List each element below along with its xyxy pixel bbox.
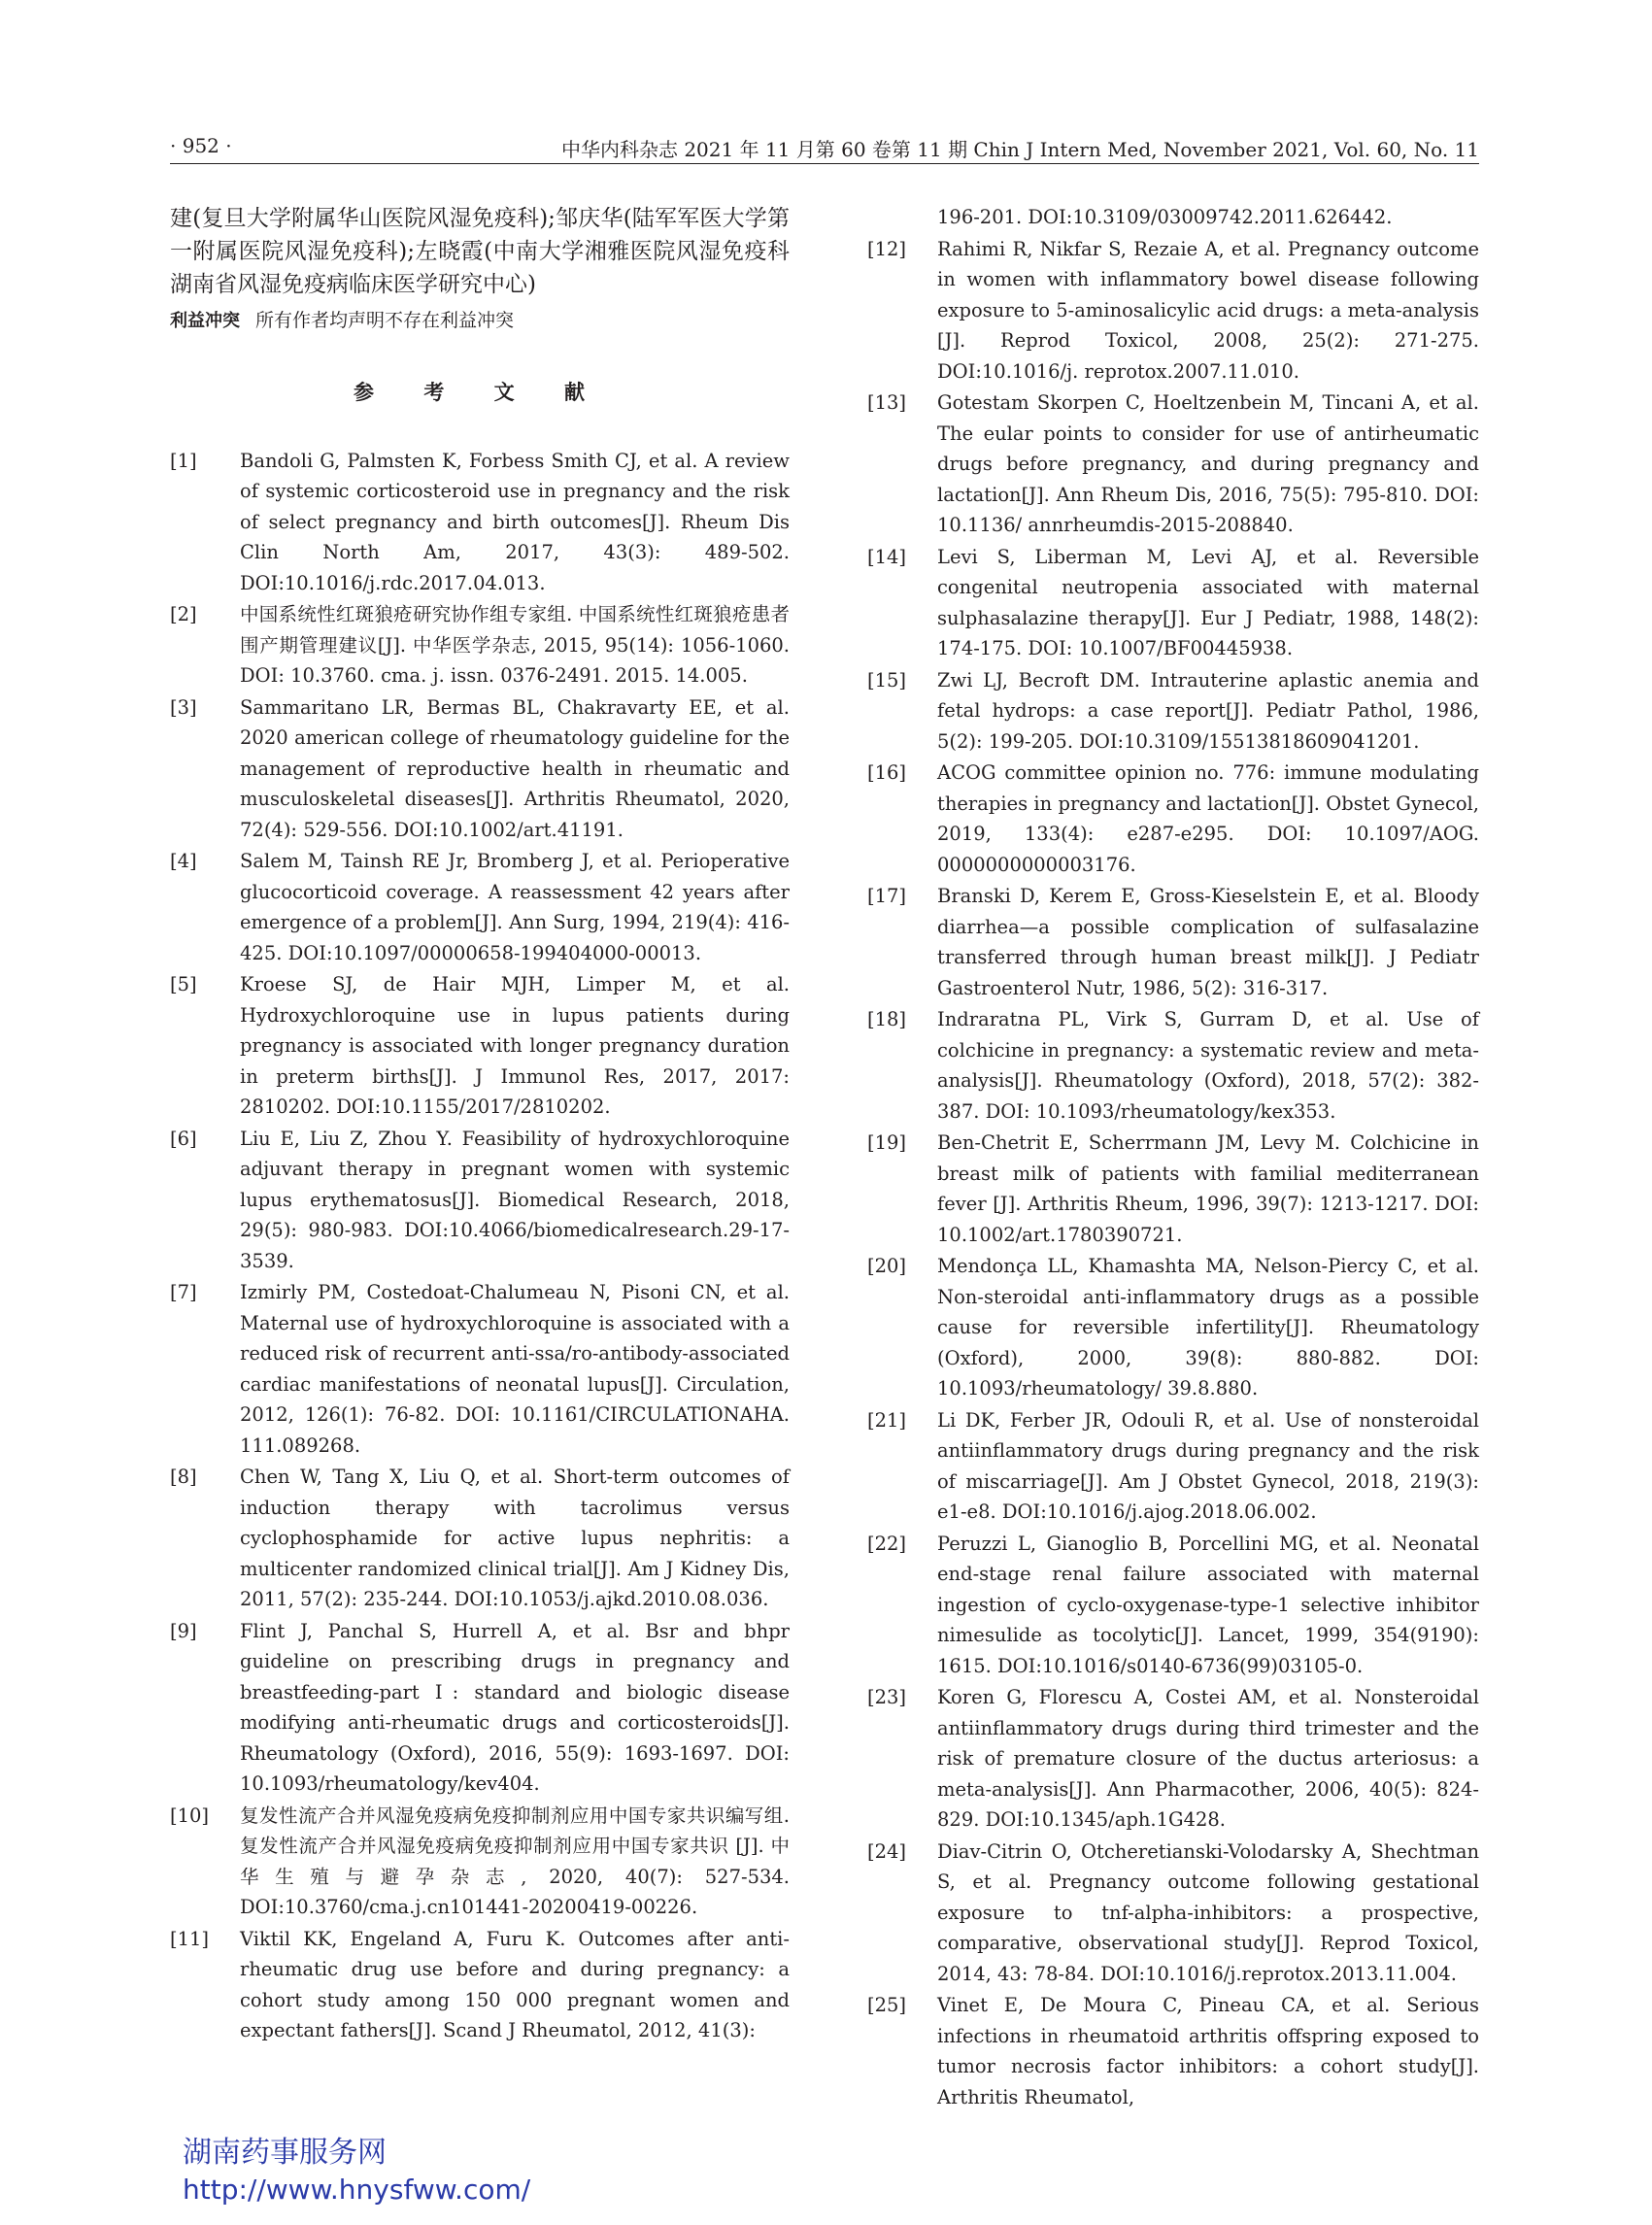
reference-item xyxy=(867,1405,1479,1528)
reference-number: [24] xyxy=(867,1839,907,1863)
reference-text: Kroese SJ, de Hair MJH, Limper M, et al. Hydroxychloroquine use in lupus patients during pregnancy is associated with longer pregnancy duration in preterm births[J]. J Immunol Res, 2017, 2017: 2810202. DOI:10.1155/2017/2810202. xyxy=(240,973,790,1118)
reference-item xyxy=(867,881,1479,1003)
reference-text: Sammaritano LR, Bermas BL, Chakravarty EE, et al. 2020 american college of rheumatology guideline for the management of reproductive health in rheumatic and musculoskeletal diseases[J]. Arthritis Rheumatol, 2020, 72(4): 529-556. DOI:10.1002/art.41191. xyxy=(240,695,790,841)
reference-text: Viktil KK, Engeland A, Furu K. Outcomes after anti-rheumatic drug use before and during pregnancy: a cohort study among 150 000 pregnant women and expectant fathers[J]. Scand J Rheumatol, 2012, 41(3): xyxy=(240,1927,790,2041)
reference-item xyxy=(867,1837,1479,1990)
reference-text: 复发性流产合并风湿免疫病免疫抑制剂应用中国专家共识编写组. 复发性流产合并风湿免疫病免疫抑制剂应用中国专家共识 [J]. 中华生殖与避孕杂志, 2020, 40(7): 527-534. DOI:10.3760/cma.j.cn101441-20200419-00226. xyxy=(240,1804,790,1918)
reference-number: [2] xyxy=(170,603,197,625)
reference-text: Koren G, Florescu A, Costei AM, et al. Nonsteroidal antiinflammatory drugs during third trimester and the risk of premature closure of the ductus arteriosus: a meta-analysis[J]. Ann Pharmacother, 2006, 40(5): 824-829. DOI:10.1345/aph.1G428. xyxy=(937,1686,1479,1831)
reference-item xyxy=(170,1616,790,1800)
conflict-label: 利益冲突 xyxy=(170,311,240,331)
reference-number: [17] xyxy=(867,885,907,907)
reference-item xyxy=(170,692,790,846)
reference-text: Gotestam Skorpen C, Hoeltzenbein M, Tincani A, et al. The eular points to consider for use of antirheumatic drugs before pregnancy, and during pregnancy and lactation[J]. Ann Rheum Dis, 2016, 75(5): 795-810. DOI: 10.1136/ annrheumdis-2015-208840. xyxy=(937,391,1479,536)
reference-number: [12] xyxy=(867,237,907,260)
site-watermark xyxy=(183,2135,530,2208)
reference-number: [19] xyxy=(867,1131,907,1154)
reference-number: [22] xyxy=(867,1532,907,1555)
reference-item xyxy=(170,969,790,1123)
reference-item xyxy=(867,1682,1479,1836)
running-header xyxy=(170,134,1479,164)
reference-number: [13] xyxy=(867,391,907,414)
reference-item xyxy=(867,665,1479,758)
reference-number: [8] xyxy=(170,1466,197,1488)
reference-item xyxy=(170,446,790,599)
reference-item xyxy=(867,542,1479,664)
reference-text: Flint J, Panchal S, Hurrell A, et al. Bsr and bhpr guideline on prescribing drugs in pregnancy and breastfeeding-part Ⅰ: standard and biologic disease modifying anti-rheumatic drugs and corticosteroids[J]. Rheumatology (Oxford), 2016, 55(9): 1693-1697. DOI: 10.1093/rheumatology/kev404. xyxy=(240,1619,790,1795)
reference-text: Bandoli G, Palmsten K, Forbess Smith CJ, et al. A review of systemic corticosteroid use in pregnancy and the risk of select pregnancy and birth outcomes[J]. Rheum Dis Clin North Am, 2017, 43(3): 489-502. DOI:10.1016/j.rdc.2017.04.013. xyxy=(240,449,790,594)
reference-item xyxy=(867,1128,1479,1250)
references-list-left xyxy=(170,446,790,2046)
reference-item xyxy=(170,1462,790,1615)
reference-text: Chen W, Tang X, Liu Q, et al. Short-term outcomes of induction therapy with tacrolimus versus cyclophosphamide for active lupus nephritis: a multicenter randomized clinical trial[J]. Am J Kidney Dis, 2011, 57(2): 235-244. DOI:10.1053/j.ajkd.2010.08.036. xyxy=(240,1466,790,1610)
acknowledgment-text: 建(复旦大学附属华山医院风湿免疫科);邹庆华(陆军军医大学第一附属医院风湿免疫科);左晓霞(中南大学湘雅医院风湿免疫科 湖南省风湿免疫病临床医学研究中心) xyxy=(170,206,790,297)
right-column xyxy=(867,202,1479,2113)
reference-number: [4] xyxy=(170,850,197,872)
reference-item xyxy=(867,1004,1479,1127)
reference-text: Rahimi R, Nikfar S, Rezaie A, et al. Pregnancy outcome in women with inflammatory bowel disease following exposure to 5-aminosalicylic acid drugs: a meta-analysis [J]. Reprod Toxicol, 2008, 25(2): 271-275. DOI:10.1016/j. reprotox.2007.11.010. xyxy=(937,237,1479,383)
reference-number: [11] xyxy=(170,1927,210,1950)
reference-number: [21] xyxy=(867,1408,907,1432)
reference-text: Indraratna PL, Virk S, Gurram D, et al. Use of colchicine in pregnancy: a systematic review and meta-analysis[J]. Rheumatology (Oxford), 2018, 57(2): 382-387. DOI: 10.1093/rheumatology/kex353. xyxy=(937,1008,1479,1123)
reference-text: Vinet E, De Moura C, Pineau CA, et al. Serious infections in rheumatoid arthritis offspring exposed to tumor necrosis factor inhibitors: a cohort study[J]. Arthritis Rheumatol, xyxy=(937,1994,1479,2108)
reference-text: Mendonça LL, Khamashta MA, Nelson-Piercy C, et al. Non-steroidal anti-inflammatory drugs as a possible cause for reversible infertility[J]. Rheumatology (Oxford), 2000, 39(8): 880-882. DOI: 10.1093/rheumatology/ 39.8.880. xyxy=(937,1255,1479,1399)
reference-continuation xyxy=(867,202,1479,233)
reference-continuation-text: 196-201. DOI:10.3109/03009742.2011.626442. xyxy=(937,206,1393,228)
reference-text: Zwi LJ, Becroft DM. Intrauterine aplastic anemia and fetal hydrops: a case report[J]. Pediatr Pathol, 1986, 5(2): 199-205. DOI:10.3109/15513818609041201. xyxy=(937,668,1479,753)
reference-item xyxy=(867,1251,1479,1404)
reference-item xyxy=(170,1801,790,1923)
watermark-name: 湖南药事服务网 xyxy=(183,2136,387,2170)
reference-text: Levi S, Liberman M, Levi AJ, et al. Reversible congenital neutropenia associated with maternal sulphasalazine therapy[J]. Eur J Pediatr, 1988, 148(2): 174-175. DOI: 10.1007/BF00445938. xyxy=(937,545,1479,659)
reference-number: [18] xyxy=(867,1008,907,1030)
reference-number: [3] xyxy=(170,695,197,719)
reference-item xyxy=(867,1529,1479,1682)
reference-text: Diav-Citrin O, Otcheretianski-Volodarsky A, Shechtman S, et al. Pregnancy outcome following gestational exposure to tnf-alpha-inhibitors: a prospective, comparative, observational study[J]. Reprod Toxicol, 2014, 43: 78-84. DOI:10.1016/j.reprotox.2013.11.004. xyxy=(937,1839,1479,1985)
reference-number: [14] xyxy=(867,545,907,568)
reference-number: [7] xyxy=(170,1281,197,1303)
reference-item xyxy=(867,1990,1479,2112)
reference-item xyxy=(867,758,1479,880)
page-number: · 952 · xyxy=(170,134,232,157)
reference-text: Li DK, Ferber JR, Odouli R, et al. Use of nonsteroidal antiinflammatory drugs during pregnancy and the risk of miscarriage[J]. Am J Obstet Gynecol, 2018, 219(3): e1-e8. DOI:10.1016/j.ajog.2018.06.002. xyxy=(937,1408,1479,1523)
reference-number: [1] xyxy=(170,449,197,472)
reference-number: [25] xyxy=(867,1994,907,2016)
reference-item xyxy=(170,1924,790,2046)
reference-number: [6] xyxy=(170,1127,197,1150)
journal-running-title: 中华内科杂志 2021 年 11 月第 60 卷第 11 期 Chin J Intern Med, November 2021, Vol. 60, No. 11 xyxy=(560,138,1479,161)
reference-number: [5] xyxy=(170,973,197,995)
left-column xyxy=(170,202,790,2047)
watermark-url[interactable]: http://www.hnysfww.com/ xyxy=(183,2174,531,2206)
reference-item xyxy=(170,846,790,968)
reference-text: Branski D, Kerem E, Gross-Kieselstein E, et al. Bloody diarrhea—a possible complication of sulfasalazine transferred through human breast milk[J]. J Pediatr Gastroenterol Nutr, 1986, 5(2): 316-317. xyxy=(937,885,1479,999)
reference-number: [20] xyxy=(867,1255,907,1277)
reference-text: Peruzzi L, Gianoglio B, Porcellini MG, et al. Neonatal end-stage renal failure associated with maternal ingestion of cyclo-oxygenase-type-1 selective inhibitor nimesulide as tocolytic[J]. Lancet, 1999, 354(9190): 1615. DOI:10.1016/s0140-6736(99)03105-0. xyxy=(937,1532,1479,1677)
conflict-of-interest xyxy=(170,305,790,337)
reference-text: Izmirly PM, Costedoat-Chalumeau N, Pisoni CN, et al. Maternal use of hydroxychloroquine is associated with a reduced risk of recurrent anti-ssa/ro-antibody-associated cardiac manifestations of neonatal lupus[J]. Circulation, 2012, 126(1): 76-82. DOI: 10.1161/CIRCULATIONAHA. 111.089268. xyxy=(240,1281,790,1457)
reference-text: Liu E, Liu Z, Zhou Y. Feasibility of hydroxychloroquine adjuvant therapy in pregnant women with systemic lupus erythematosus[J]. Biomedical Research, 2018, 29(5): 980-983. DOI:10.4066/biomedicalresearch.29-17-3539. xyxy=(240,1127,790,1272)
references-heading: 参 考 文 献 xyxy=(354,381,606,404)
reference-text: Salem M, Tainsh RE Jr, Bromberg J, et al. Perioperative glucocorticoid coverage. A reassessment 42 years after emergence of a problem[J]. Ann Surg, 1994, 219(4): 416-425. DOI:10.1097/00000658-199404000-00013. xyxy=(240,850,790,964)
reference-item xyxy=(867,388,1479,541)
reference-text: Ben-Chetrit E, Scherrmann JM, Levy M. Colchicine in breast milk of patients with familial mediterranean fever [J]. Arthritis Rheum, 1996, 39(7): 1213-1217. DOI: 10.1002/art.1780390721. xyxy=(937,1131,1479,1246)
reference-number: [23] xyxy=(867,1686,907,1708)
reference-item xyxy=(170,1124,790,1277)
references-list-right xyxy=(867,234,1479,2113)
reference-text: ACOG committee opinion no. 776: immune modulating therapies in pregnancy and lactation[J]. Obstet Gynecol, 2019, 133(4): e287-e295. DOI: 10.1097/AOG. 0000000000003176. xyxy=(937,761,1479,876)
reference-item xyxy=(170,1277,790,1461)
reference-number: [16] xyxy=(867,761,907,784)
reference-number: [9] xyxy=(170,1619,197,1642)
reference-text: 中国系统性红斑狼疮研究协作组专家组. 中国系统性红斑狼疮患者围产期管理建议[J]. 中华医学杂志, 2015, 95(14): 1056-1060. DOI: 10.3760. cma. j. issn. 0376-2491. 2015. 14.005. xyxy=(240,603,790,687)
reference-item xyxy=(867,234,1479,388)
conflict-text: 所有作者均声明不存在利益冲突 xyxy=(255,310,515,331)
reference-number: [15] xyxy=(867,668,907,691)
reference-item xyxy=(170,599,790,691)
reference-number: [10] xyxy=(170,1804,210,1827)
